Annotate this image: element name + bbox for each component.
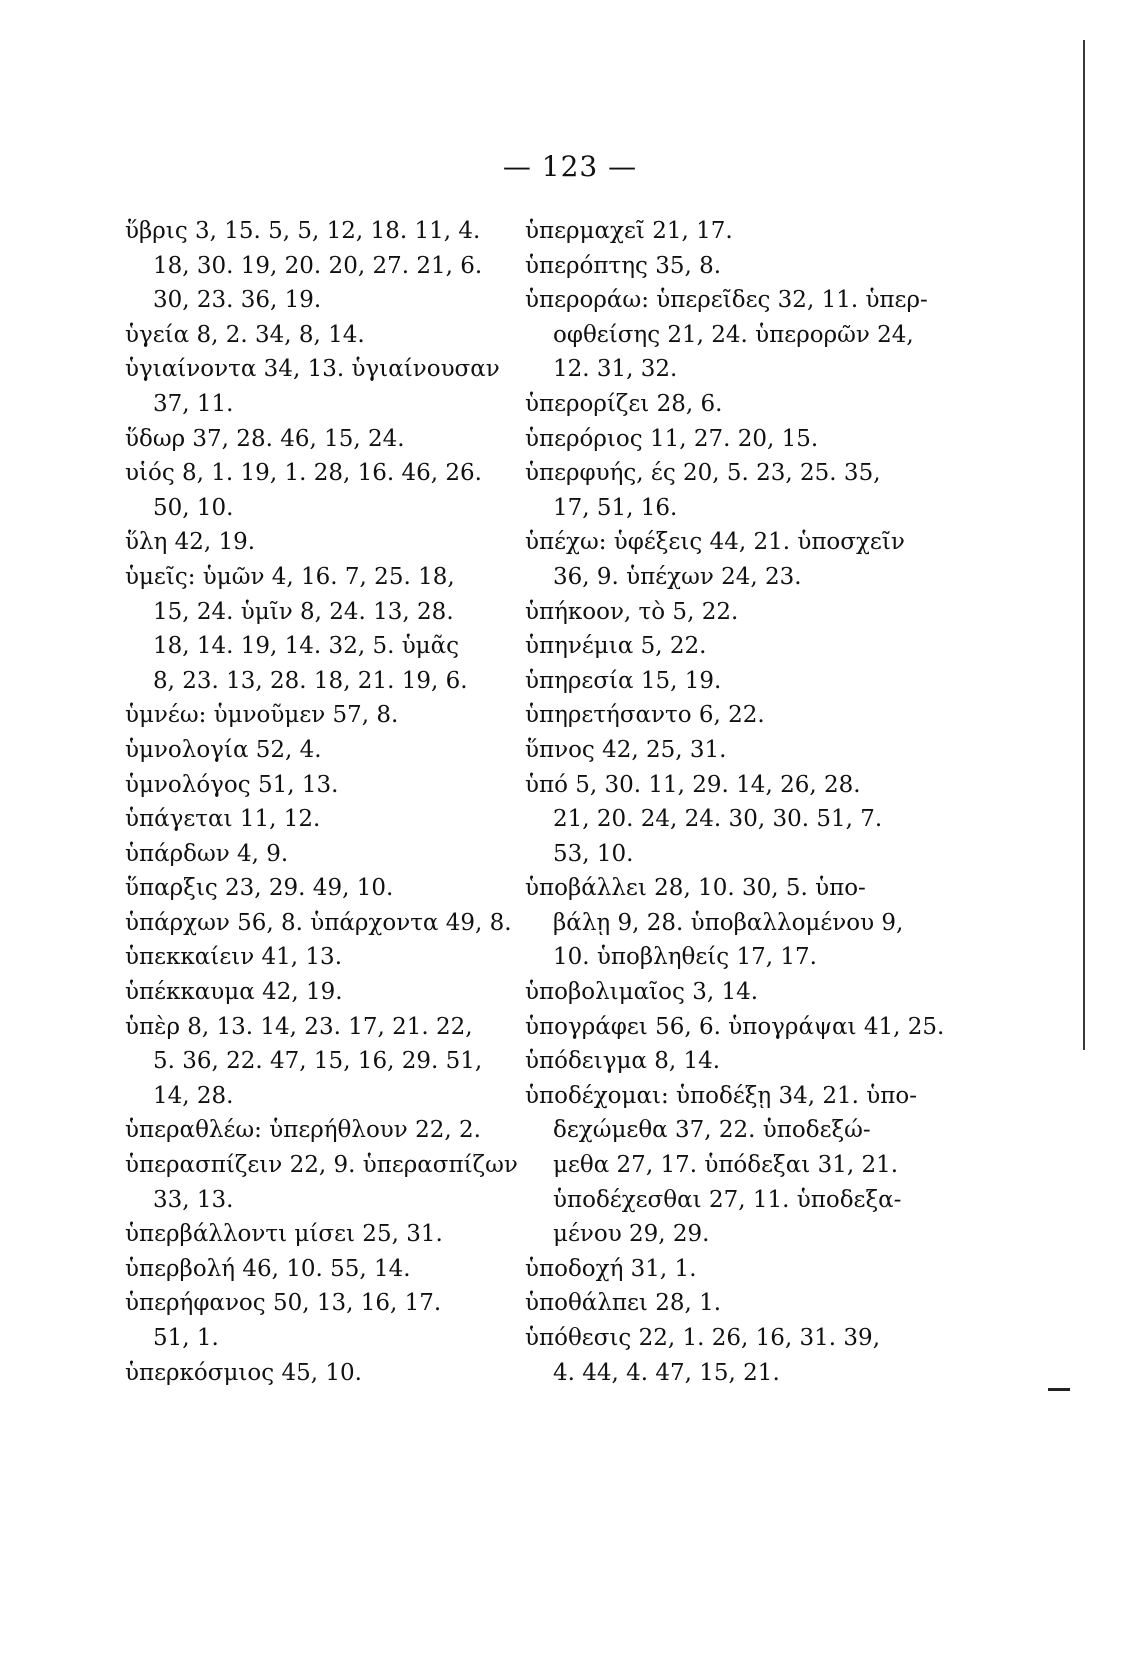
- index-line: 33, 13.: [153, 1186, 234, 1213]
- index-line: ὕπαρξις 23, 29. 49, 10.: [125, 875, 394, 902]
- index-line: ὑπεκκαίειν 41, 13.: [125, 944, 343, 971]
- index-line: ὑπηρετήσαντο 6, 22.: [525, 702, 765, 729]
- index-line: ὑπόδειγμα 8, 14.: [525, 1048, 721, 1075]
- index-line: ὑμεῖς: ὑμῶν 4, 16. 7, 25. 18,: [125, 563, 455, 590]
- index-line: 18, 14. 19, 14. 32, 5. ὑμᾶς: [153, 633, 460, 660]
- index-line: ὕδωρ 37, 28. 46, 15, 24.: [125, 425, 405, 452]
- index-line: ὑποδέχομαι: ὑποδέξῃ 34, 21. ὑπο-: [525, 1082, 918, 1109]
- index-line: ὕβρις 3, 15. 5, 5, 12, 18. 11, 4.: [125, 218, 481, 244]
- index-line: ὑπερμαχεῖ 21, 17.: [525, 218, 733, 244]
- index-line: 4. 44, 4. 47, 15, 21.: [553, 1359, 780, 1386]
- index-line: ὕλη 42, 19.: [125, 529, 256, 556]
- index-line: ὑπηρεσία 15, 19.: [525, 667, 722, 694]
- index-line: 10. ὑποβληθείς 17, 17.: [553, 944, 817, 971]
- index-line: 8, 23. 13, 28. 18, 21. 19, 6.: [153, 667, 468, 694]
- index-line: ὑπόθεσις 22, 1. 26, 16, 31. 39,: [525, 1325, 881, 1351]
- index-line: ὑποβάλλει 28, 10. 30, 5. ὑπο-: [525, 875, 866, 902]
- index-line: μένου 29, 29.: [553, 1221, 710, 1248]
- page-edge-rule: [1083, 40, 1085, 1050]
- page-number: — 123 —: [502, 150, 638, 183]
- index-line: ὑπεραθλέω: ὑπερήθλουν 22, 2.: [125, 1117, 481, 1144]
- index-line: 53, 10.: [553, 840, 634, 867]
- index-line: 15, 24. ὑμῖν 8, 24. 13, 28.: [153, 598, 454, 625]
- index-line: 12. 31, 32.: [553, 356, 678, 383]
- index-line: ὑπερφυής, ές 20, 5. 23, 25. 35,: [525, 460, 881, 487]
- index-line: ὑπό 5, 30. 11, 29. 14, 26, 28.: [525, 771, 861, 798]
- index-line: ὑμνολογία 52, 4.: [125, 736, 322, 763]
- index-line: ὑπάρχων 56, 8. ὑπάρχοντα 49, 8.: [125, 909, 512, 936]
- index-line: ὑμνολόγος 51, 13.: [125, 771, 339, 798]
- index-line: ὑποδοχή 31, 1.: [525, 1255, 697, 1282]
- index-line: ὑπερόπτης 35, 8.: [525, 252, 722, 279]
- index-column-right: [525, 214, 945, 1390]
- index-line: 50, 10.: [153, 494, 234, 521]
- index-line: ὑπάγεται 11, 12.: [125, 806, 321, 833]
- index-line: 37, 11.: [153, 390, 234, 417]
- index-line: μεθα 27, 17. ὑπόδεξαι 31, 21.: [553, 1152, 899, 1179]
- index-line: ὑμνέω: ὑμνοῦμεν 57, 8.: [125, 702, 399, 729]
- index-line: 14, 28.: [153, 1082, 234, 1109]
- index-line: 21, 20. 24, 24. 30, 30. 51, 7.: [553, 806, 883, 833]
- index-line: ὑπάρδων 4, 9.: [125, 840, 289, 867]
- index-line: ὑπερασπίζειν 22, 9. ὑπερασπίζων: [125, 1152, 518, 1179]
- index-line: δεχώμεθα 37, 22. ὑποδεξώ-: [553, 1117, 871, 1144]
- index-line: ὑπερορίζει 28, 6.: [525, 390, 723, 417]
- index-line: 51, 1.: [153, 1325, 219, 1351]
- index-line: ὑποδέχεσθαι 27, 11. ὑποδεξα-: [553, 1186, 902, 1213]
- index-line: οφθείσης 21, 24. ὑπερορῶν 24,: [553, 321, 914, 348]
- index-column-left: [125, 214, 518, 1390]
- index-line: ὕπνος 42, 25, 31.: [525, 736, 727, 763]
- index-line: ὑπήκοον, τὸ 5, 22.: [525, 598, 739, 625]
- index-line: ὑπεροράω: ὑπερεῖδες 32, 11. ὑπερ-: [525, 287, 928, 314]
- index-line: ὑποθάλπει 28, 1.: [525, 1290, 722, 1317]
- index-line: υἱός 8, 1. 19, 1. 28, 16. 46, 26.: [125, 460, 482, 487]
- index-line: ὑπερκόσμιος 45, 10.: [125, 1359, 362, 1386]
- index-line: ὑπερήφανος 50, 13, 16, 17.: [125, 1290, 442, 1317]
- index-line: 30, 23. 36, 19.: [153, 287, 322, 314]
- index-line: ὑπέκκαυμα 42, 19.: [125, 979, 343, 1006]
- index-line: βάλῃ 9, 28. ὑποβαλλομένου 9,: [553, 909, 904, 936]
- index-line: ὑπερβάλλοντι μίσει 25, 31.: [125, 1221, 443, 1248]
- index-line: ὑπέχω: ὑφέξεις 44, 21. ὑποσχεῖν: [525, 529, 905, 556]
- index-line: 36, 9. ὑπέχων 24, 23.: [553, 563, 802, 590]
- index-line: ὑπὲρ 8, 13. 14, 23. 17, 21. 22,: [125, 1013, 473, 1040]
- index-line: 17, 51, 16.: [553, 494, 678, 521]
- margin-tick-mark: [1048, 1388, 1070, 1391]
- index-line: ὑπερόριος 11, 27. 20, 15.: [525, 425, 819, 452]
- index-line: ὑπηνέμια 5, 22.: [525, 633, 707, 660]
- index-line: ὑγιαίνοντα 34, 13. ὑγιαίνουσαν: [125, 356, 500, 383]
- index-line: ὑπερβολή 46, 10. 55, 14.: [125, 1255, 411, 1282]
- index-line: 5. 36, 22. 47, 15, 16, 29. 51,: [153, 1048, 483, 1075]
- index-line: 18, 30. 19, 20. 20, 27. 21, 6.: [153, 252, 483, 279]
- index-line: ὑγεία 8, 2. 34, 8, 14.: [125, 321, 365, 348]
- index-line: ὑπογράφει 56, 6. ὑπογράψαι 41, 25.: [525, 1013, 945, 1040]
- index-line: ὑποβολιμαῖος 3, 14.: [525, 979, 759, 1006]
